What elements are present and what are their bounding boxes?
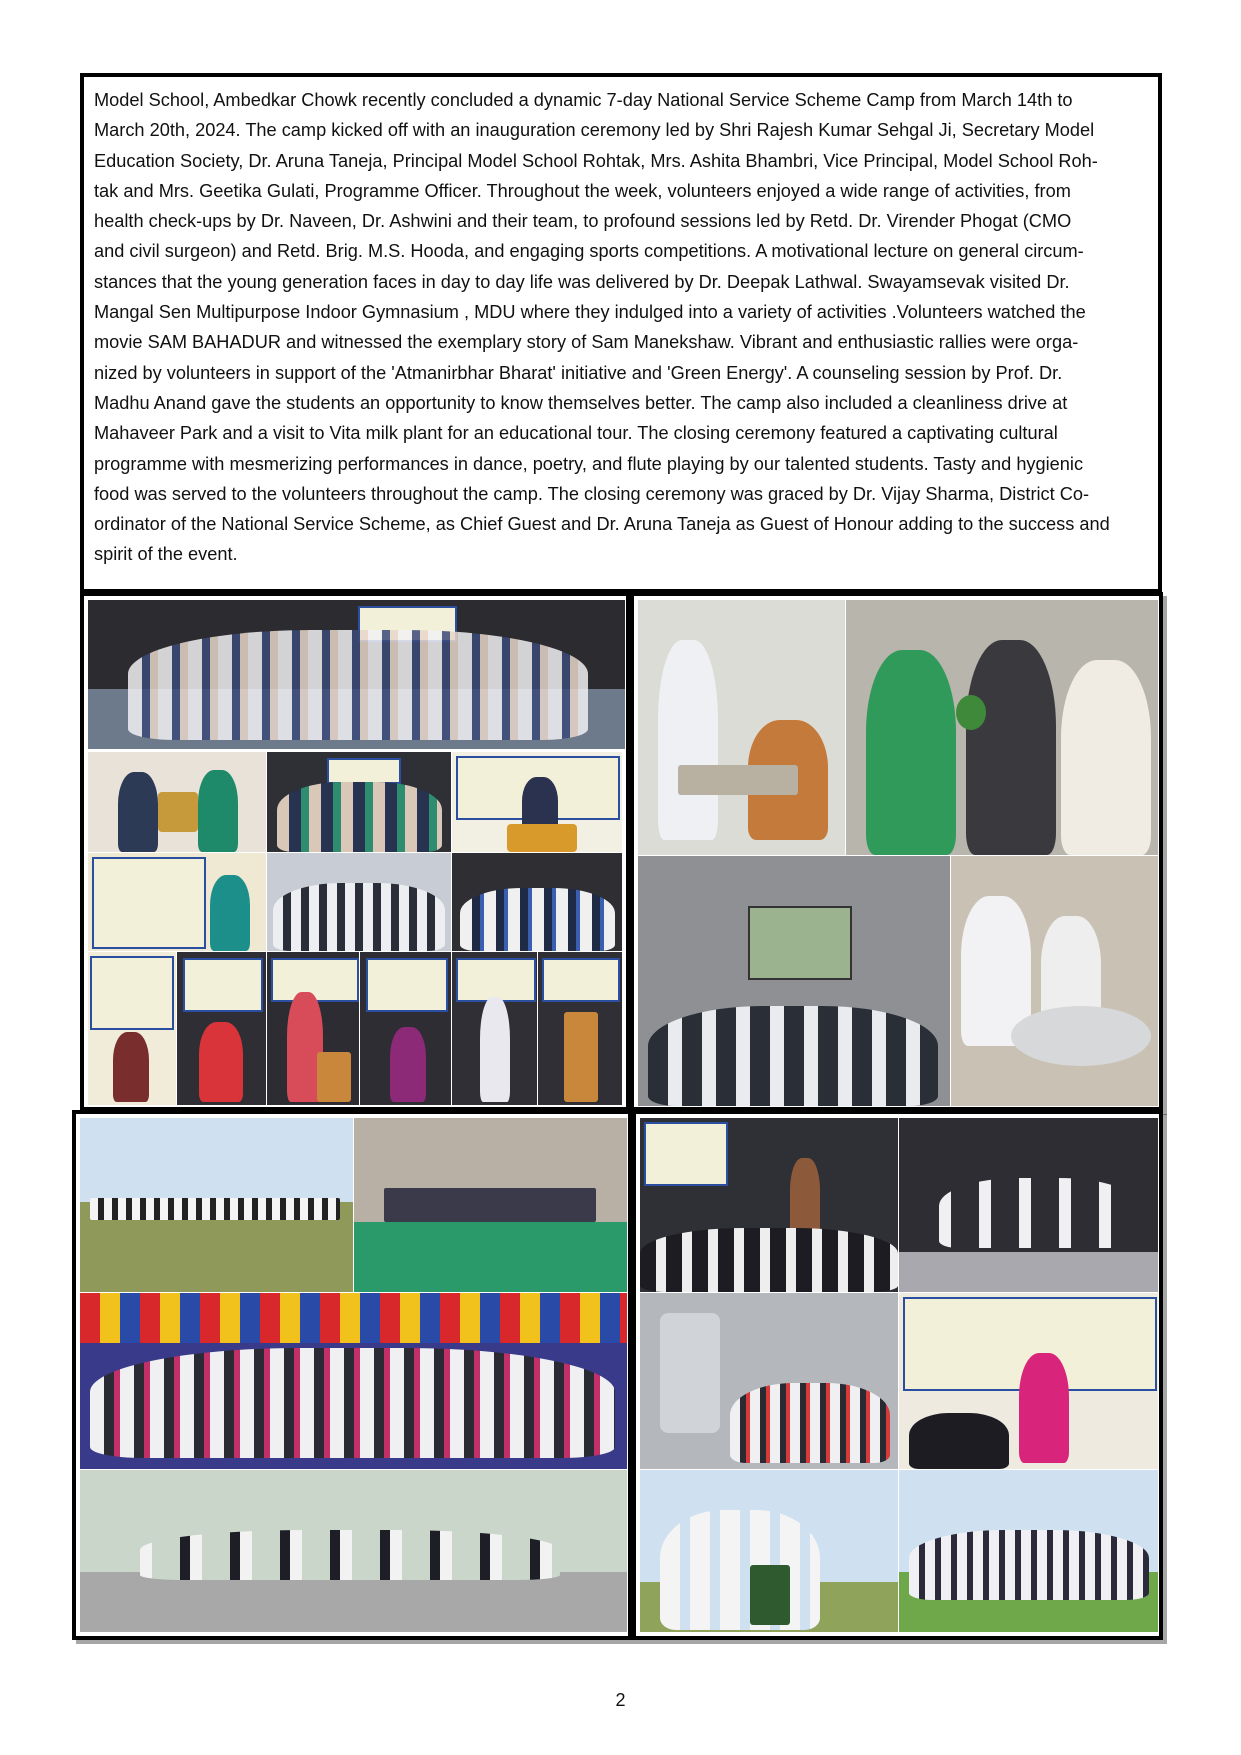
counseling-session-photo <box>639 1117 899 1293</box>
milk-plant-visit-photo <box>639 1292 899 1470</box>
camp-report-text <box>94 85 1148 570</box>
report-line: tak and Mrs. Geetika Gulati, Programme Officer. Throughout the week, volunteers enjoyed a wide range of activities, from <box>94 180 1071 201</box>
report-line: movie SAM BAHADUR and witnessed the exemplary story of Sam Manekshaw. Vibrant and enthusiastic rallies were orga- <box>94 332 1079 353</box>
podium-photo <box>537 951 623 1106</box>
report-line: Education Society, Dr. Aruna Taneja, Principal Model School Rohtak, Mrs. Ashita Bhambri, Vice Principal, Model School Roh- <box>94 150 1098 171</box>
poetry-recital-photo <box>451 951 538 1106</box>
dignitaries-photo <box>266 751 452 853</box>
report-line: ordinator of the National Service Scheme, as Chief Guest and Dr. Aruna Taneja as Guest of Honour adding to the success and <box>94 514 1110 535</box>
lecture-podium-photo <box>451 751 623 853</box>
badminton-court-photo <box>353 1117 628 1293</box>
rally-banner-photo <box>898 1292 1159 1470</box>
cleanliness-drive-photo <box>639 1469 899 1633</box>
felicitation-photo <box>87 751 267 853</box>
report-line: programme with mesmerizing performances in dance, poetry, and flute playing by our talented students. Tasty and hygienic <box>94 453 1084 474</box>
cultural-dance-photo <box>176 951 267 1106</box>
report-line: nized by volunteers in support of the 'Atmanirbhar Bharat' initiative and 'Green Energy'. A counseling session by Prof. Dr. <box>94 362 1063 383</box>
collage-panel-sports <box>72 1110 632 1640</box>
basketball-photo <box>79 1469 628 1633</box>
group-photo <box>87 599 626 750</box>
food-serving-photo <box>950 855 1159 1107</box>
report-line: health check-ups by Dr. Naveen, Dr. Ashwini and their team, to profound sessions led by Retd. Dr. Virender Phogat (CMO <box>94 211 1072 232</box>
camp-report-box <box>80 73 1162 593</box>
report-line: Madhu Anand gave the students an opportunity to know themselves better. The camp also included a cleanliness drive at <box>94 392 1068 413</box>
page-number: 2 <box>615 1690 626 1710</box>
report-line: and civil surgeon) and Retd. Brig. M.S. Hooda, and engaging sports competitions. A motivational lecture on general circum- <box>94 241 1084 262</box>
collage-panel-tours <box>632 1110 1163 1640</box>
report-line: stances that the young generation faces in day to day life was delivered by Dr. Deepak Lathwal. Swayamsevak visited Dr. <box>94 271 1070 292</box>
collage-panel-activities <box>630 592 1163 1111</box>
certificates-photo <box>451 852 623 952</box>
anchor-speech-photo <box>266 951 360 1106</box>
report-line: food was served to the volunteers throughout the camp. The closing ceremony was graced by Dr. Vijay Sharma, District Co- <box>94 483 1090 504</box>
report-line: spirit of the event. <box>94 544 238 565</box>
report-line: March 20th, 2024. The camp kicked off with an inauguration ceremony led by Shri Rajesh Kumar Sehgal Ji, Secretary Model <box>94 120 1095 141</box>
movie-screening-photo <box>637 855 951 1107</box>
classical-dance-photo <box>359 951 452 1106</box>
tug-of-war-photo <box>79 1117 354 1293</box>
audience-photo <box>266 852 452 952</box>
report-line: Mahaveer Park and a visit to Vita milk plant for an educational tour. The closing ceremony featured a captivating cultural <box>94 423 1058 444</box>
report-line: Model School, Ambedkar Chowk recently concluded a dynamic 7-day National Service Scheme Camp from March 14th to <box>94 90 1073 110</box>
speech-stage-photo <box>898 1117 1159 1293</box>
report-line: Mangal Sen Multipurpose Indoor Gymnasium , MDU where they indulged into a variety of activities .Volunteers watched the <box>94 302 1086 323</box>
collage-panel-ceremonies <box>80 592 630 1111</box>
gymnasium-group-photo <box>79 1292 628 1470</box>
plantation-photo <box>845 599 1159 856</box>
health-checkup-photo <box>637 599 846 856</box>
banner-speech-photo <box>87 852 267 952</box>
green-energy-rally-photo <box>898 1469 1159 1633</box>
dance-performance-photo <box>87 951 177 1106</box>
